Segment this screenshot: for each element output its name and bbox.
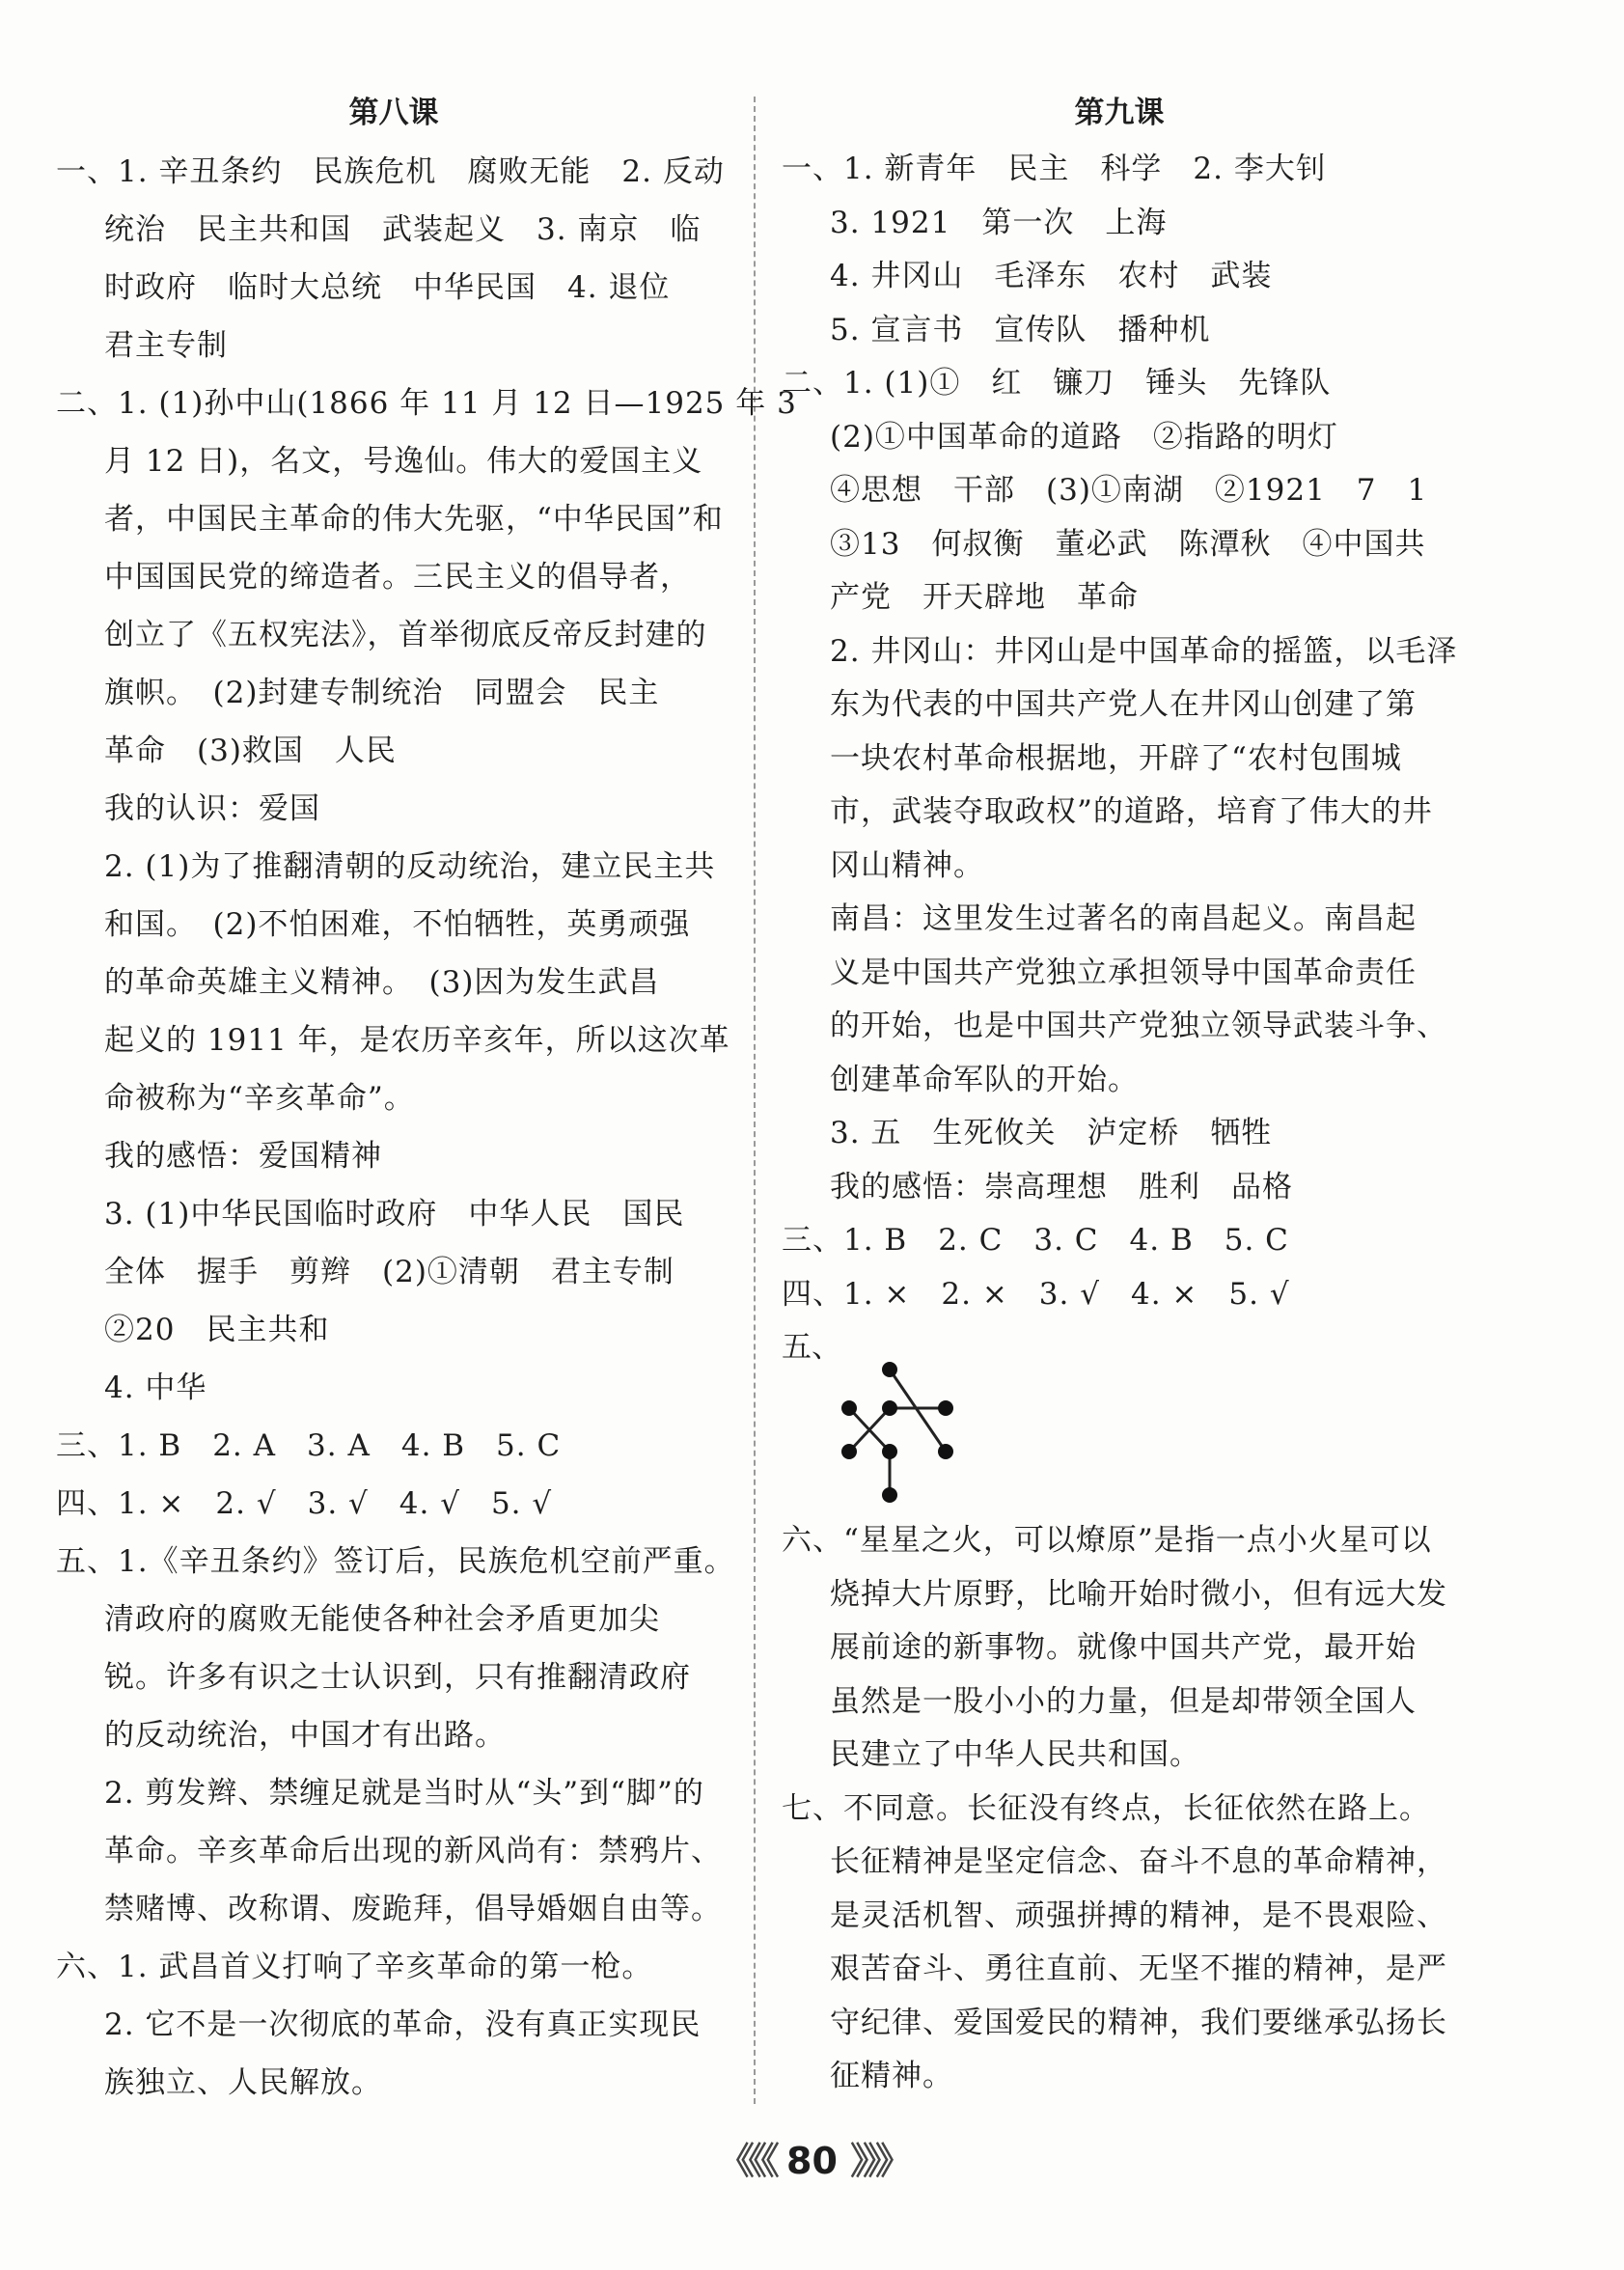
answer-line: 和国。 (2)不怕困难，不怕牺牲，英勇顽强 [104, 907, 691, 942]
answer-line: 我的感悟：爱国精神 [104, 1139, 382, 1174]
answer-line: (2)①中国革命的道路 ②指路的明灯 [830, 419, 1338, 455]
answer-line: 命被称为“辛亥革命”。 [104, 1081, 415, 1116]
answer-line: 的开始，也是中国共产党独立领导武装斗争、 [830, 1009, 1447, 1043]
answer-line: 3. (1)中华民国临时政府 中华人民 国民 [104, 1197, 685, 1232]
answer-line: 创建革命军队的开始。 [830, 1062, 1139, 1097]
answer-line: 冈山精神。 [830, 847, 984, 883]
answer-line: 一、1. 辛丑条约 民族危机 腐败无能 2. 反动 [56, 154, 725, 189]
answer-line: 二、1. (1)① 红 镰刀 锤头 先锋队 [782, 366, 1332, 401]
answer-line: 二、1. (1)孙中山(1866 年 11 月 12 日—1925 年 3 [56, 386, 797, 421]
answer-line: 2. (1)为了推翻清朝的反动统治，建立民主共 [104, 849, 716, 884]
answer-line: 我的认识：爱国 [104, 791, 320, 826]
left-body [56, 143, 797, 2112]
answer-line: 者，中国民主革命的伟大先驱，“中华民国”和 [104, 502, 724, 537]
answer-line: 一、1. 新青年 民主 科学 2. 李大钊 [782, 152, 1327, 186]
matching-diagram [782, 1321, 1457, 1514]
answer-line: 统治 民主共和国 武装起义 3. 南京 临 [104, 212, 702, 247]
answer-line: 时政府 临时大总统 中华民国 4. 退位 [104, 270, 671, 305]
lesson-title-right: 第九课 [1074, 96, 1165, 130]
answer-line: 产党 开天辟地 革命 [830, 580, 1139, 615]
right-brace-ornament: 》》》 [850, 2140, 907, 2182]
answer-line: 5. 宣言书 宣传队 播种机 [830, 312, 1211, 347]
answer-line: 是灵活机智、顽强拼搏的精神，是不畏艰险、 [830, 1897, 1447, 1933]
answer-line: 七、不同意。长征没有终点，长征依然在路上。 [782, 1790, 1430, 1826]
answer-line: 民建立了中华人民共和国。 [830, 1737, 1200, 1772]
diagram-label: 五、 [782, 1330, 841, 1365]
answer-line: 3. 五 生死攸关 泸定桥 牺牲 [830, 1116, 1273, 1150]
answer-line: 展前途的新事物。就像中国共产党，最开始 [830, 1630, 1417, 1665]
answer-line: 我的感悟：崇高理想 胜利 品格 [830, 1169, 1293, 1204]
answer-line: 3. 1921 第一次 上海 [830, 205, 1168, 240]
lesson-title-left: 第八课 [348, 96, 439, 130]
answer-line: 四、1. × 2. × 3. √ 4. × 5. √ [782, 1276, 1290, 1312]
answer-line: 四、1. × 2. √ 3. √ 4. √ 5. √ [56, 1486, 553, 1521]
page-number [0, 2131, 1624, 2184]
answer-line: 六、“星星之火，可以燎原”是指一点小火星可以 [782, 1523, 1432, 1558]
answer-line: 君主专制 [104, 328, 228, 363]
answer-line: 一块农村革命根据地，开辟了“农村包围城 [830, 740, 1402, 776]
answer-line: 4. 井冈山 毛泽东 农村 武装 [830, 259, 1273, 293]
answer-line: 起义的 1911 年，是农历辛亥年，所以这次革 [104, 1023, 730, 1058]
answer-line: 2. 井冈山：井冈山是中国革命的摇篮，以毛泽 [830, 633, 1458, 669]
answer-line: 义是中国共产党独立承担领导中国革命责任 [830, 955, 1417, 990]
answer-line: 2. 它不是一次彻底的革命，没有真正实现民 [104, 2007, 702, 2042]
answer-line: 市，武装夺取政权”的道路，培育了伟大的井 [830, 794, 1433, 829]
answer-line: 族独立、人民解放。 [104, 2065, 382, 2100]
answer-line: 旗帜。 (2)封建专制统治 同盟会 民主 [104, 676, 660, 710]
answer-line: 4. 中华 [104, 1370, 207, 1405]
answer-line: 五、1.《辛丑条约》签订后，民族危机空前严重。 [56, 1544, 735, 1579]
answer-line: 长征精神是坚定信念、奋斗不息的革命精神， [830, 1844, 1447, 1879]
answer-line: 锐。许多有识之士认识到，只有推翻清政府 [104, 1660, 691, 1695]
right-body [782, 143, 1457, 2104]
answer-line: 革命 (3)救国 人民 [104, 734, 397, 768]
left-brace-ornament: 《《《 [717, 2140, 774, 2182]
answer-line: 禁赌博、改称谓、废跪拜，倡导婚姻自由等。 [104, 1892, 722, 1926]
answer-line: 2. 剪发辫、禁缠足就是当时从“头”到“脚”的 [104, 1776, 704, 1811]
matching-lines-figure [820, 1321, 1013, 1514]
answer-line: 月 12 日)，名文，号逸仙。伟大的爱国主义 [104, 444, 703, 479]
answer-line: 艰苦奋斗、勇往直前、无坚不摧的精神，是严 [830, 1952, 1447, 1986]
answer-line: 三、1. B 2. C 3. C 4. B 5. C [782, 1223, 1289, 1258]
answer-line: 东为代表的中国共产党人在井冈山创建了第 [830, 687, 1417, 722]
answer-line: 征精神。 [830, 2059, 953, 2093]
answer-line: 革命。辛亥革命后出现的新风尚有：禁鸦片、 [104, 1834, 722, 1869]
answer-line: 南昌：这里发生过著名的南昌起义。南昌起 [830, 901, 1417, 936]
answer-line: 的反动统治，中国才有出路。 [104, 1718, 506, 1753]
answer-line: ④思想 干部 (3)①南湖 ②1921 7 1 [830, 473, 1428, 508]
right-column [782, 89, 1457, 2104]
answer-line: 六、1. 武昌首义打响了辛亥革命的第一枪。 [56, 1950, 653, 1984]
answer-line: 清政府的腐败无能使各种社会矛盾更加尖 [104, 1602, 660, 1637]
answer-line: 创立了《五权宪法》，首举彻底反帝反封建的 [104, 618, 707, 652]
answer-line: 三、1. B 2. A 3. A 4. B 5. C [56, 1428, 562, 1463]
answer-line: 虽然是一股小小的力量，但是却带领全国人 [830, 1683, 1417, 1719]
answer-line: ③13 何叔衡 董必武 陈潭秋 ④中国共 [830, 526, 1426, 562]
left-column [56, 89, 797, 2112]
answer-line: 的革命英雄主义精神。 (3)因为发生武昌 [104, 965, 660, 1000]
answer-line: 守纪律、爱国爱民的精神，我们要继承弘扬长 [830, 2005, 1447, 2040]
answer-line: ②20 民主共和 [104, 1313, 330, 1347]
answer-line: 中国国民党的缔造者。三民主义的倡导者， [104, 560, 691, 595]
answer-line: 烧掉大片原野，比喻开始时微小，但有远大发 [830, 1576, 1447, 1612]
answer-line: 全体 握手 剪辫 (2)①清朝 君主专制 [104, 1255, 674, 1289]
page-number-value: 80 [786, 2140, 838, 2182]
